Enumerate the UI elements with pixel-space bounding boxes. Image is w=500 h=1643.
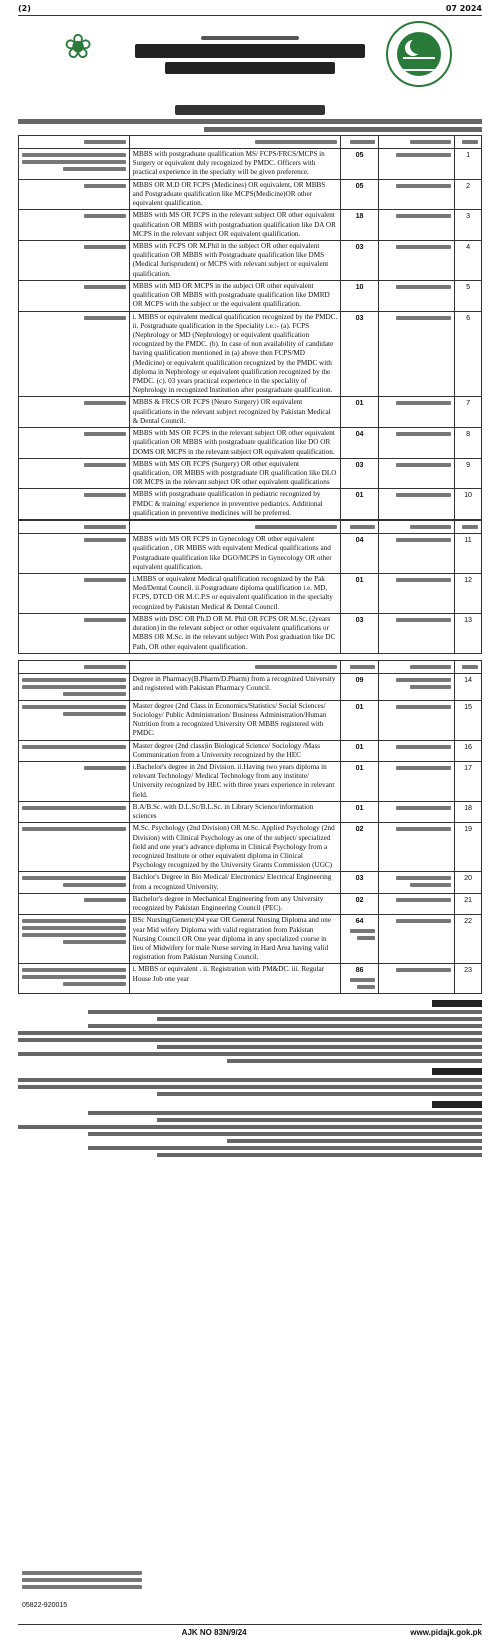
serial-number: 16 [455, 740, 482, 761]
post-title [378, 700, 454, 740]
table-row [19, 311, 482, 397]
table-row [19, 428, 482, 459]
table-header [19, 136, 482, 149]
serial-number: 5 [455, 280, 482, 311]
serial-number: 2 [455, 179, 482, 210]
quota-cell [19, 149, 130, 180]
qualification-cell: Master degree (2nd class)in Biological Science/ Sociology /Mass Communication from a University recognized by the HEC [129, 740, 341, 761]
signature-block [22, 1568, 142, 1611]
serial-number: 7 [455, 397, 482, 428]
post-count-value: 86 [355, 965, 364, 975]
qualification-cell: i.Bachelor's degree in 2nd Division. ii.Having two years diploma in relevant Technology/ Medical Technology from any institute/ University recognized by HEC with three years experience in relevant field. [129, 762, 341, 802]
post-count: 01 [341, 573, 379, 613]
post-count: 02 [341, 823, 379, 872]
post-count: 03 [341, 311, 379, 397]
table-row [19, 489, 482, 520]
post-count [341, 915, 379, 964]
qualification-cell: MBBS with MD OR MCPS in the subject OR other equivalent qualification OR MBBS with postgraduate qualification like DMRD OR MCPS with the subject or the equivalent qualification. [129, 280, 341, 311]
serial-number: 10 [455, 489, 482, 520]
qualification-cell: MBBS & FRCS OR FCPS (Neuro Surgery) OR equivalent qualifications in the relevant subject recognized by Pakistan Medical & Dental Council. [129, 397, 341, 428]
page-header [18, 19, 482, 99]
post-title [378, 823, 454, 872]
table-row [19, 613, 482, 653]
post-count: 05 [341, 179, 379, 210]
post-title [378, 428, 454, 459]
table-row [19, 240, 482, 280]
table-row [19, 872, 482, 893]
post-title [378, 613, 454, 653]
serial-number: 17 [455, 762, 482, 802]
post-count-value: 64 [355, 916, 364, 926]
qualification-cell: Master degree (2nd Class in Economics/Statistics/ Social Sciences/ Sociology/ Public Administration/ Business Administration/Human Nutrition from a recognized University OR MBBS registered with PMDC. [129, 700, 341, 740]
table-row [19, 210, 482, 241]
post-title [378, 240, 454, 280]
table-row [19, 762, 482, 802]
serial-number: 14 [455, 673, 482, 700]
qualification-cell: MBBS OR M.D OR FCPS (Medicines) OR equivalent, OR MBBS and Postgraduate qualification like MCPS(Medicine)OR other equivalent qualification. [129, 179, 341, 210]
header-subtitle [165, 62, 336, 74]
qualification-cell: Degree in Pharmacy(B.Pharm/D.Pharm) from a recognized University and registered with Pakistan Pharmacy Council. [129, 673, 341, 700]
table-row [19, 964, 482, 993]
top-line [18, 4, 482, 16]
crescent-icon [397, 32, 441, 76]
serial-number: 22 [455, 915, 482, 964]
post-title [378, 673, 454, 700]
advertisement-reference: AJK NO 83N/9/24 [181, 1628, 247, 1637]
quota-cell [19, 397, 130, 428]
post-count: 10 [341, 280, 379, 311]
post-title [378, 397, 454, 428]
post-count: 18 [341, 210, 379, 241]
table-row [19, 149, 482, 180]
serial-number: 19 [455, 823, 482, 872]
serial-number: 1 [455, 149, 482, 180]
serial-number: 6 [455, 311, 482, 397]
vacancy-table-3 [18, 660, 482, 994]
table-row [19, 700, 482, 740]
post-count: 03 [341, 872, 379, 893]
quota-cell [19, 673, 130, 700]
serial-number: 13 [455, 613, 482, 653]
qualification-cell: MBBS with postgraduate qualification MS/ FCPS/FRCS/MCPS in Surgery or equivalent duly recognized by PMDC. Officers with practical experience in the specialty will be given preference. [129, 149, 341, 180]
qualification-cell: i. MBBS or equivalent . ii. Registration with PM&DC. iii. Regular House Job one year [129, 964, 341, 993]
quota-cell [19, 311, 130, 397]
intro-line [204, 127, 482, 132]
serial-number: 12 [455, 573, 482, 613]
qualification-cell: MBBS with MS OR FCPS (Surgery) OR other equivalent qualification, OR MBBS with postgraduate OR qualification like DLO OR MCPS in the relevant subject OR other equivalent qualifications [129, 458, 341, 489]
terms-and-conditions [18, 1000, 482, 1157]
post-title [378, 573, 454, 613]
quota-cell [19, 964, 130, 993]
quota-cell [19, 915, 130, 964]
quota-cell [19, 489, 130, 520]
table-row [19, 915, 482, 964]
qualification-cell: MBBS with FCPS OR M.Phil in the subject OR other equivalent qualification OR MBBS with Postgraduate qualification like DMS (Medical Jurisprudent) or MCPS with relevant subject or equivalent qualification. [129, 240, 341, 280]
qualification-cell: Bachlor's Degree in Bio Medical/ Electronics/ Electrical Engineering from a recognized University. [129, 872, 341, 893]
table-row [19, 801, 482, 822]
table-row [19, 534, 482, 574]
post-title [378, 740, 454, 761]
post-count: 01 [341, 740, 379, 761]
vacancy-table-2 [18, 520, 482, 654]
post-count: 01 [341, 762, 379, 802]
quota-cell [19, 872, 130, 893]
qualification-cell: MBBS with MS OR FCPS in Gynecology OR other equivalent qualification , OR MBBS with equivalent Medical qualifications and Postgraduate qualification like DGO/MCPS in Gynecology OR other equivalent qualification. [129, 534, 341, 574]
qualification-cell: MBBS with MS OR FCPS in the relevant subject OR other equivalent qualification OR MBBS with postgraduate qualification like DO OR DOMS OR MCPS in the relevant subject OR equivalent qualification. [129, 428, 341, 459]
qualification-cell: M.Sc. Psychology (2nd Division) OR M.Sc. Applied Psychology (2nd Division) with Clinical Psychology as one of the subject/ specialized field and one year's advance diploma in Clinical Psychology from a recognized Institute or other equivalent diploma in Clinical Psychology recognized by the University Grants Commission (UGC) [129, 823, 341, 872]
header-subline [201, 36, 299, 40]
post-title [378, 893, 454, 914]
post-count: 01 [341, 397, 379, 428]
quota-cell [19, 210, 130, 241]
maple-leaf-icon: ❀ [63, 27, 93, 67]
page-footer [18, 1624, 482, 1637]
serial-number: 9 [455, 458, 482, 489]
post-count: 02 [341, 893, 379, 914]
table-row [19, 893, 482, 914]
post-count: 01 [341, 801, 379, 822]
quota-cell [19, 534, 130, 574]
quota-cell [19, 613, 130, 653]
post-title [378, 149, 454, 180]
table-row [19, 179, 482, 210]
post-title [378, 458, 454, 489]
post-title [378, 311, 454, 397]
post-count: 03 [341, 458, 379, 489]
post-title [378, 210, 454, 241]
website-link[interactable]: www.pidajk.gok.pk [410, 1628, 482, 1637]
serial-number: 18 [455, 801, 482, 822]
table-row [19, 823, 482, 872]
post-title [378, 179, 454, 210]
header-title-block [128, 33, 372, 78]
post-count: 03 [341, 613, 379, 653]
post-count: 01 [341, 700, 379, 740]
table-row [19, 673, 482, 700]
qualification-cell: Bachelor's degree in Mechanical Engineering from any University recognized by Pakistan Engineering Council (PEC). [129, 893, 341, 914]
post-title [378, 915, 454, 964]
post-title [378, 762, 454, 802]
post-count: 05 [341, 149, 379, 180]
serial-number: 11 [455, 534, 482, 574]
post-title [378, 964, 454, 993]
quota-cell [19, 573, 130, 613]
quota-cell [19, 893, 130, 914]
publication-date: 07 2024 [445, 4, 482, 13]
quota-cell [19, 700, 130, 740]
table-header [19, 660, 482, 673]
table-row [19, 397, 482, 428]
quota-cell [19, 801, 130, 822]
quota-cell [19, 740, 130, 761]
post-count: 04 [341, 428, 379, 459]
quota-cell [19, 179, 130, 210]
table-row [19, 458, 482, 489]
serial-number: 23 [455, 964, 482, 993]
intro-line [18, 119, 482, 124]
vacancy-table-1 [18, 135, 482, 520]
quota-cell [19, 240, 130, 280]
post-title [378, 534, 454, 574]
quota-cell [19, 823, 130, 872]
waves-icon [403, 57, 435, 71]
serial-number: 21 [455, 893, 482, 914]
post-count: 01 [341, 489, 379, 520]
serial-number: 20 [455, 872, 482, 893]
qualification-cell: B.A/B.Sc. with D.L.Sc/B.L.Sc. in Library Science/information sciences [129, 801, 341, 822]
post-title [378, 801, 454, 822]
table-row [19, 280, 482, 311]
table-row [19, 573, 482, 613]
qualification-cell: MBBS with postgraduate qualification in pediatric recognized by PMDC & training/ experience in preventive pediatrics. Additional qualification in preventive medicines will be preferred. [129, 489, 341, 520]
post-title [378, 872, 454, 893]
qualification-cell: MBBS with DSC OR Ph.D OR M. Phil OR FCPS OR M.Sc. (2years duration) in the relevant subject or other equivalent qualifications or MBBS OR M.Sc. in the relevant subject With Post graduation like DC Path, OR other equivalent qualification. [129, 613, 341, 653]
qualification-cell: BSc Nursing(Generic)04 year OR General Nursing Diploma and one year Mid wifery Diploma with valid registration from Pakistan Nursing Council OR One year diploma in any specialized course in lieu of Midwifery for male Nurse serving in Hard Area having valid registration from Pakistan Nursing Council. [129, 915, 341, 964]
subject-heading [175, 105, 325, 115]
post-title [378, 280, 454, 311]
note-heading [432, 1068, 482, 1075]
quota-cell [19, 458, 130, 489]
serial-number: 15 [455, 700, 482, 740]
post-count: 04 [341, 534, 379, 574]
phone-number: 05822-920015 [22, 1602, 68, 1609]
post-title [378, 489, 454, 520]
post-count [341, 964, 379, 993]
qualification-cell: i.MBBS or equivalent Medical qualification recognized by the Pak Med/Dental Council. ii.Postgraduate diploma qualification i.e. MD, FCPS, DTCD OR M.C.P.S or equivalent qualification in the specialty recognized by Pakistan Medical & Dental Council. [129, 573, 341, 613]
quota-cell [19, 762, 130, 802]
page-number: (2) [18, 4, 31, 13]
post-count: 03 [341, 240, 379, 280]
qualification-cell: MBBS with MS OR FCPS in the relevant subject OR other equivalent qualification OR MBBS with postgraduation qualification like DA OR MCPS in the relevant subject OR equivalent qualification. [129, 210, 341, 241]
serial-number: 3 [455, 210, 482, 241]
serial-number: 8 [455, 428, 482, 459]
qualification-cell: i. MBBS or equivalent medical qualification recognized by the PMDC. ii. Postgraduate qualification in the Speciality i.e.:- (a). FCPS (Nephrology or MD (Nephrology) or equivalent qualification recognized by the PMDC. (b). In case of non availability of candidate having qualification mentioned in (a) above then FCPS/MD (Medicine) or equivalent qualification recognized by the PMDC with diploma in Nephrology or equivalent qualification recognized by the PMDC. (c). 03 years practical experience in the speciality of Nephrology in recognized Institution after postgraduate qualification. [129, 311, 341, 397]
government-seal-icon [386, 21, 452, 87]
serial-number: 4 [455, 240, 482, 280]
table-header [19, 521, 482, 534]
quota-cell [19, 280, 130, 311]
terms-heading [432, 1000, 482, 1007]
header-title [135, 44, 364, 58]
schedule-heading [432, 1101, 482, 1108]
post-count: 09 [341, 673, 379, 700]
table-row [19, 740, 482, 761]
quota-cell [19, 428, 130, 459]
